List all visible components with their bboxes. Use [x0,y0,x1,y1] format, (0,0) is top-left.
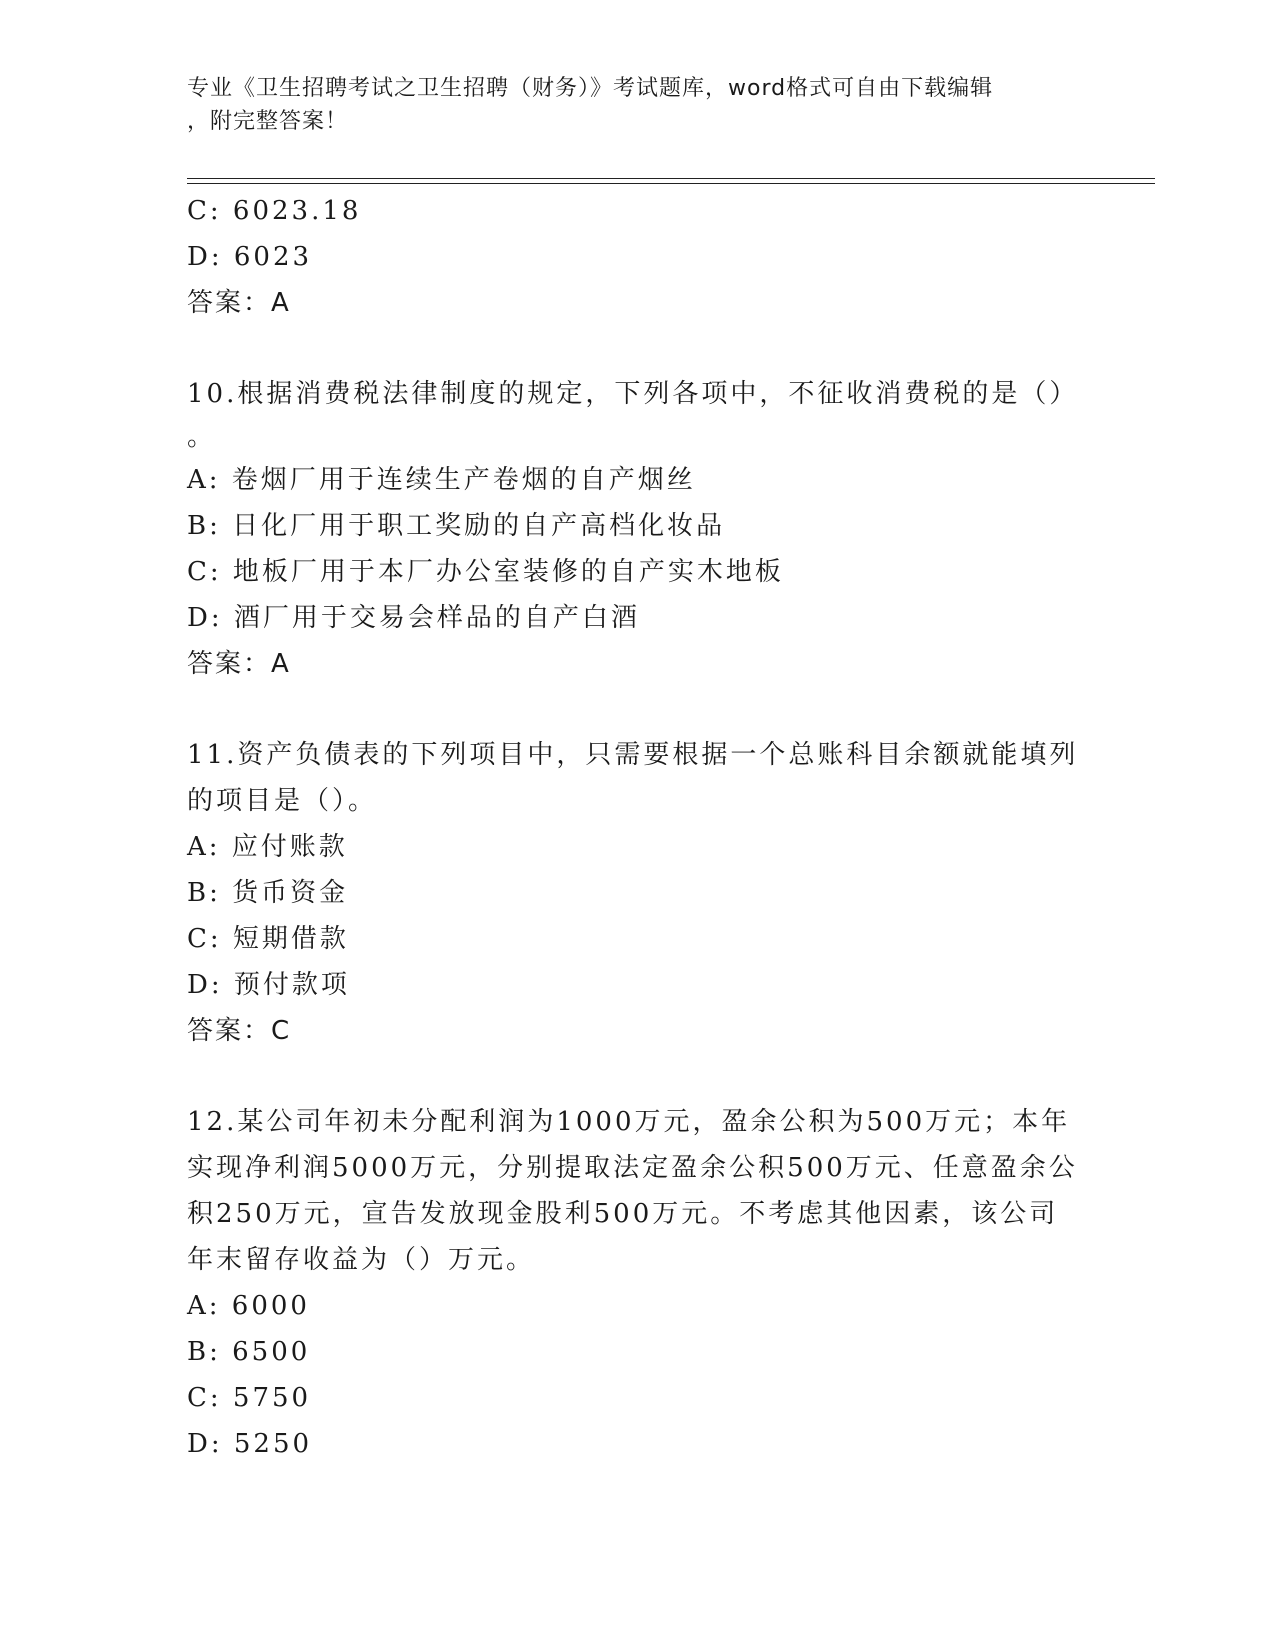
question-content [187,188,1087,1467]
option-d: D: 5250 [187,1429,313,1459]
option-b: B: 6500 [187,1337,311,1367]
question-text: 积250万元，宣告发放现金股利500万元。不考虑其他因素，该公司 [187,1199,1059,1229]
answer-label: 答案：A [187,288,291,318]
document-header [187,72,1087,138]
question-text: 。 [187,422,217,452]
header-line-2: ，附完整答案！ [187,109,349,134]
header-line-1: 专业《卫生招聘考试之卫生招聘（财务）》考试题库，word格式可自由下载编辑 [187,76,994,101]
question-11 [187,732,1087,1054]
question-12 [187,1099,1087,1467]
header-divider-top [187,178,1155,179]
option-a: A: 应付账款 [187,832,348,862]
option-a: A: 卷烟厂用于连续生产卷烟的自产烟丝 [187,465,696,495]
question-text: 的项目是（）。 [187,786,378,816]
question-text: 实现净利润5000万元，分别提取法定盈余公积500万元、任意盈余公 [187,1153,1078,1183]
option-a: A: 6000 [187,1291,310,1321]
option-c: C: 地板厂用于本厂办公室装修的自产实木地板 [187,557,784,587]
option-d: D: 酒厂用于交易会样品的自产白酒 [187,603,640,633]
option-b: B: 货币资金 [187,878,349,908]
question-text: 10.根据消费税法律制度的规定，下列各项中，不征收消费税的是（） [187,379,1079,409]
question-text: 11.资产负债表的下列项目中，只需要根据一个总账科目余额就能填列 [187,740,1079,770]
answer-label: 答案：A [187,649,291,679]
question-10 [187,371,1087,687]
header-divider-bottom [187,183,1155,184]
question-text: 年末留存收益为（）万元。 [187,1245,536,1275]
question-text: 12.某公司年初未分配利润为1000万元，盈余公积为500万元；本年 [187,1107,1071,1137]
option-c: C: 5750 [187,1383,312,1413]
prev-question [187,188,1087,326]
option-b: B: 日化厂用于职工奖励的自产高档化妆品 [187,511,726,541]
answer-label: 答案：C [187,1016,292,1046]
option-c: C: 6023.18 [187,196,362,226]
option-c: C: 短期借款 [187,924,349,954]
option-d: D: 6023 [187,242,313,272]
option-d: D: 预付款项 [187,970,350,1000]
